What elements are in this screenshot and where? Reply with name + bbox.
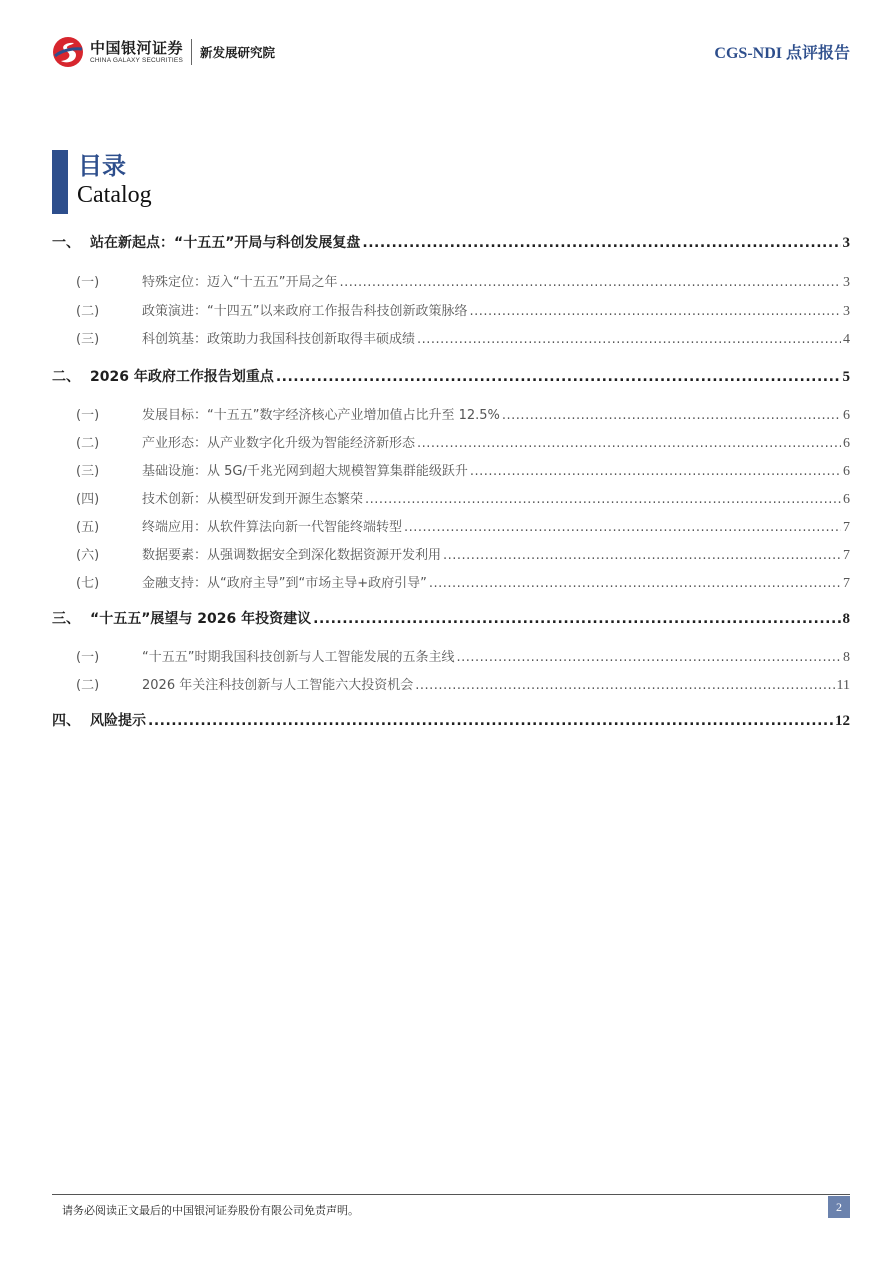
toc-page: 6 [843, 436, 850, 451]
toc-number: (六) [76, 548, 100, 563]
toc-entry[interactable] [52, 460, 850, 480]
toc-number: (二) [76, 436, 100, 451]
toc-entry[interactable] [52, 328, 850, 348]
company-logo [52, 36, 275, 68]
toc-leader-dots [456, 650, 841, 665]
toc-page: 5 [842, 369, 850, 385]
toc-number: 一、 [52, 235, 80, 251]
toc-leader-dots [365, 492, 841, 507]
toc-page: 8 [842, 611, 850, 627]
toc-number: (三) [76, 332, 100, 347]
toc-number: (一) [76, 650, 100, 665]
toc-entry[interactable] [52, 608, 850, 628]
toc-page: 6 [843, 464, 850, 479]
toc-title: 终端应用：从软件算法向新一代智能终端转型 [142, 520, 403, 535]
toc-page: 3 [842, 235, 850, 251]
toc-title: 金融支持：从“政府主导”到“市场主导+政府引导” [142, 576, 427, 591]
toc-title: 技术创新：从模型研发到开源生态繁荣 [142, 492, 364, 507]
footer-disclaimer: 请务必阅读正文最后的中国银河证券股份有限公司免责声明。 [62, 1204, 359, 1217]
toc-number: (四) [76, 492, 100, 507]
toc-entry[interactable] [52, 710, 850, 730]
toc-page: 7 [843, 576, 850, 591]
toc-leader-dots [404, 520, 841, 535]
toc-number: 三、 [52, 611, 80, 627]
toc-title: 数据要素：从强调数据安全到深化数据资源开发利用 [142, 548, 442, 563]
toc-title: 政策演进：“十四五”以来政府工作报告科技创新政策脉络 [142, 304, 468, 319]
toc-number: (二) [76, 304, 100, 319]
toc-page: 8 [843, 650, 850, 665]
report-type: CGS-NDI 点评报告 [714, 45, 850, 62]
toc-leader-dots [417, 436, 841, 451]
toc-title: 2026 年政府工作报告划重点 [90, 369, 274, 385]
toc-title: 特殊定位：迈入“十五五”开局之年 [142, 275, 338, 290]
toc-entry[interactable] [52, 544, 850, 564]
toc-leader-dots [417, 332, 841, 347]
toc-number: 四、 [52, 713, 80, 729]
toc-entry[interactable] [52, 271, 850, 291]
footer-divider [52, 1194, 850, 1195]
toc-number: (一) [76, 408, 100, 423]
toc-title: 基础设施：从 5G/千兆光网到超大规模智算集群能级跃升 [142, 464, 468, 479]
toc-entry[interactable] [52, 404, 850, 424]
toc-number: 二、 [52, 369, 80, 385]
toc-leader-dots [429, 576, 841, 591]
toc-title: 站在新起点：“十五五”开局与科创发展复盘 [90, 235, 361, 251]
toc-number: (三) [76, 464, 100, 479]
toc-leader-dots [443, 548, 841, 563]
toc-page: 4 [843, 332, 850, 347]
catalog-accent-bar [52, 150, 68, 214]
toc-entry[interactable] [52, 432, 850, 452]
toc-title: 风险提示 [90, 713, 146, 729]
institute-name: 新发展研究院 [200, 45, 276, 60]
galaxy-logo-icon [52, 36, 84, 68]
toc-leader-dots [148, 713, 833, 729]
toc-number: (二) [76, 678, 100, 693]
toc-entry[interactable] [52, 488, 850, 508]
toc-page: 7 [843, 520, 850, 535]
toc-entry[interactable] [52, 300, 850, 320]
toc-title: 发展目标：“十五五”数字经济核心产业增加值占比升至 12.5% [142, 408, 500, 423]
toc-page: 7 [843, 548, 850, 563]
toc-page: 3 [843, 304, 850, 319]
toc-number: (一) [76, 275, 100, 290]
toc-leader-dots [502, 408, 841, 423]
toc-leader-dots [276, 369, 841, 385]
logo-chinese-name: 中国银河证券 [90, 39, 184, 57]
toc-number: (七) [76, 576, 100, 591]
toc-page: 11 [836, 678, 850, 693]
toc-entry[interactable] [52, 572, 850, 592]
catalog-title-en: Catalog [77, 182, 152, 208]
toc-entry[interactable] [52, 232, 850, 252]
toc-leader-dots [362, 235, 840, 251]
toc-page: 3 [843, 275, 850, 290]
toc-leader-dots [339, 275, 841, 290]
toc-leader-dots [469, 304, 841, 319]
toc-entry[interactable] [52, 366, 850, 386]
logo-english-name: CHINA GALAXY SECURITIES [90, 57, 183, 64]
toc-page: 6 [843, 492, 850, 507]
toc-entry[interactable] [52, 516, 850, 536]
page-number: 2 [828, 1196, 850, 1218]
page-header [0, 0, 892, 80]
toc-page: 6 [843, 408, 850, 423]
toc-title: 产业形态：从产业数字化升级为智能经济新形态 [142, 436, 416, 451]
toc-title: “十五五”展望与 2026 年投资建议 [90, 611, 312, 627]
toc-title: 科创筑基：政策助力我国科技创新取得丰硕成绩 [142, 332, 416, 347]
toc-entry[interactable] [52, 646, 850, 666]
toc-title: 2026 年关注科技创新与人工智能六大投资机会 [142, 678, 414, 693]
toc-entry[interactable] [52, 674, 850, 694]
toc-leader-dots [313, 611, 840, 627]
toc-page: 12 [835, 713, 850, 729]
toc-leader-dots [470, 464, 841, 479]
catalog-title-cn: 目录 [78, 152, 126, 180]
logo-divider [191, 39, 192, 65]
toc-number: (五) [76, 520, 100, 535]
toc-title: “十五五”时期我国科技创新与人工智能发展的五条主线 [142, 650, 455, 665]
toc-leader-dots [415, 678, 834, 693]
